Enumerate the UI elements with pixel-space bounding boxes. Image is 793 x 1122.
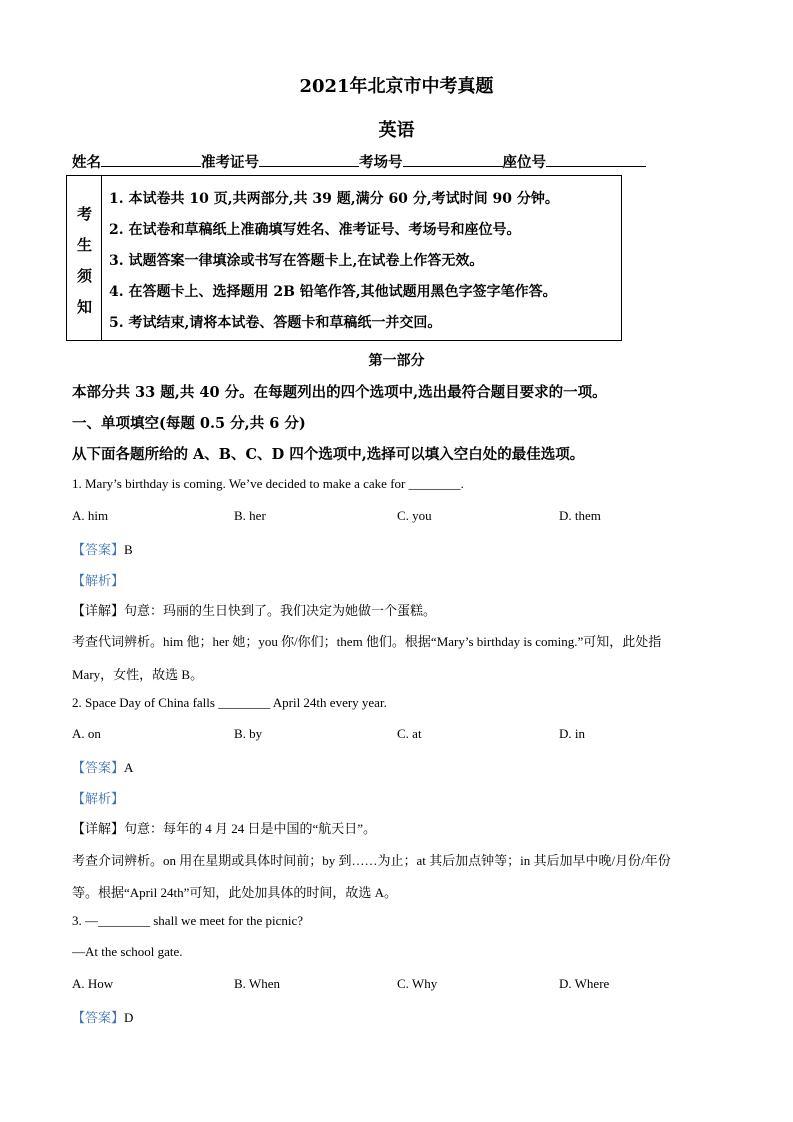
notice-side-char: 知 bbox=[76, 298, 92, 316]
question-1-option-b: B. her bbox=[234, 508, 266, 523]
detail-text: 句意：玛丽的生日快到了。我们决定为她做一个蛋糕。 bbox=[124, 603, 437, 618]
question-2-detail bbox=[72, 818, 376, 837]
detail-text: 句意：每年的 4 月 24 日是中国的“航天日”。 bbox=[124, 821, 377, 836]
answer-tag: 【答案】 bbox=[72, 760, 125, 775]
question-2-option-b: B. by bbox=[234, 726, 263, 741]
seat-blank[interactable] bbox=[546, 152, 646, 167]
question-2-analysis-tag: 【解析】 bbox=[72, 791, 125, 806]
notice-item: 1. 本试卷共 10 页,共两部分,共 39 题,满分 60 分,考试时间 90 分钟。 bbox=[109, 191, 559, 207]
notice-item: 5. 考试结束,请将本试卷、答题卡和草稿纸一并交回。 bbox=[109, 315, 442, 331]
student-info-line bbox=[72, 151, 646, 172]
exam-id-blank[interactable] bbox=[259, 152, 359, 167]
question-3-option-d: D. Where bbox=[559, 976, 610, 991]
detail-tag: 【详解】 bbox=[72, 821, 125, 836]
part-heading: 第一部分 bbox=[368, 353, 425, 369]
question-1-option-c: C. you bbox=[397, 508, 432, 523]
room-blank[interactable] bbox=[403, 152, 503, 167]
question-3-option-a: A. How bbox=[72, 976, 114, 991]
question-3-option-b: B. When bbox=[234, 976, 280, 991]
question-2-explain-line-2: 等。根据“April 24th”可知，此处加具体的时间，故选 A。 bbox=[72, 885, 397, 900]
question-1-explain-line-1: 考查代词辨析。him 他；her 她；you 你/你们；them 他们。根据“Mary’s birthday is coming.”可知，此处指 bbox=[72, 634, 662, 649]
exam-id-label: 准考证号 bbox=[201, 154, 259, 171]
section-instruction: 从下面各题所给的 A、B、C、D 四个选项中,选择可以填入空白处的最佳选项。 bbox=[72, 446, 585, 463]
question-3-answer bbox=[72, 1007, 133, 1026]
question-1-explain-line-2: Mary，女性，故选 B。 bbox=[72, 667, 204, 682]
question-2-answer bbox=[72, 757, 133, 776]
name-label: 姓名 bbox=[72, 154, 101, 171]
answer-tag: 【答案】 bbox=[72, 1010, 125, 1025]
question-2-option-d: D. in bbox=[559, 726, 585, 741]
exam-title: 2021年北京市中考真题 bbox=[299, 76, 494, 97]
notice-item: 4. 在答题卡上、选择题用 2B 铅笔作答,其他试题用黑色字签字笔作答。 bbox=[109, 284, 557, 300]
section-title: 一、单项填空(每题 0.5 分,共 6 分) bbox=[72, 415, 306, 432]
notice-side-char: 生 bbox=[76, 236, 92, 254]
notice-item: 3. 试题答案一律填涂或书写在答题卡上,在试卷上作答无效。 bbox=[109, 253, 484, 269]
question-2-stem: 2. Space Day of China falls ________ April 24th every year. bbox=[72, 695, 387, 710]
notice-side-char: 考 bbox=[76, 205, 92, 223]
notice-side-char: 须 bbox=[76, 267, 92, 285]
question-3-stem-reply: —At the school gate. bbox=[72, 944, 183, 959]
question-1-answer bbox=[72, 539, 133, 558]
notice-item: 2. 在试卷和草稿纸上准确填写姓名、准考证号、考场号和座位号。 bbox=[109, 222, 521, 238]
question-1-option-a: A. him bbox=[72, 508, 109, 523]
name-blank[interactable] bbox=[101, 152, 201, 167]
answer-value: A bbox=[124, 760, 134, 775]
answer-value: D bbox=[124, 1010, 134, 1025]
notice-side-label bbox=[67, 176, 102, 340]
seat-label: 座位号 bbox=[502, 154, 546, 171]
answer-tag: 【答案】 bbox=[72, 542, 125, 557]
subject-title: 英语 bbox=[378, 120, 415, 141]
question-3-stem: 3. —________ shall we meet for the picnic? bbox=[72, 913, 304, 928]
question-1-analysis-tag: 【解析】 bbox=[72, 573, 125, 588]
room-label: 考场号 bbox=[359, 154, 403, 171]
exam-notice-box bbox=[66, 175, 622, 341]
question-3-option-c: C. Why bbox=[397, 976, 438, 991]
question-2-option-a: A. on bbox=[72, 726, 101, 741]
question-1-option-d: D. them bbox=[559, 508, 601, 523]
detail-tag: 【详解】 bbox=[72, 603, 125, 618]
question-1-stem: 1. Mary’s birthday is coming. We’ve decided to make a cake for ________. bbox=[72, 476, 464, 491]
question-2-option-c: C. at bbox=[397, 726, 422, 741]
answer-value: B bbox=[124, 542, 133, 557]
part-intro: 本部分共 33 题,共 40 分。在每题列出的四个选项中,选出最符合题目要求的一项。 bbox=[72, 384, 607, 401]
question-1-detail bbox=[72, 600, 436, 619]
question-2-explain-line-1: 考查介词辨析。on 用在星期或具体时间前；by 到……为止；at 其后加点钟等；in 其后加早中晚/月份/年份 bbox=[72, 853, 671, 868]
